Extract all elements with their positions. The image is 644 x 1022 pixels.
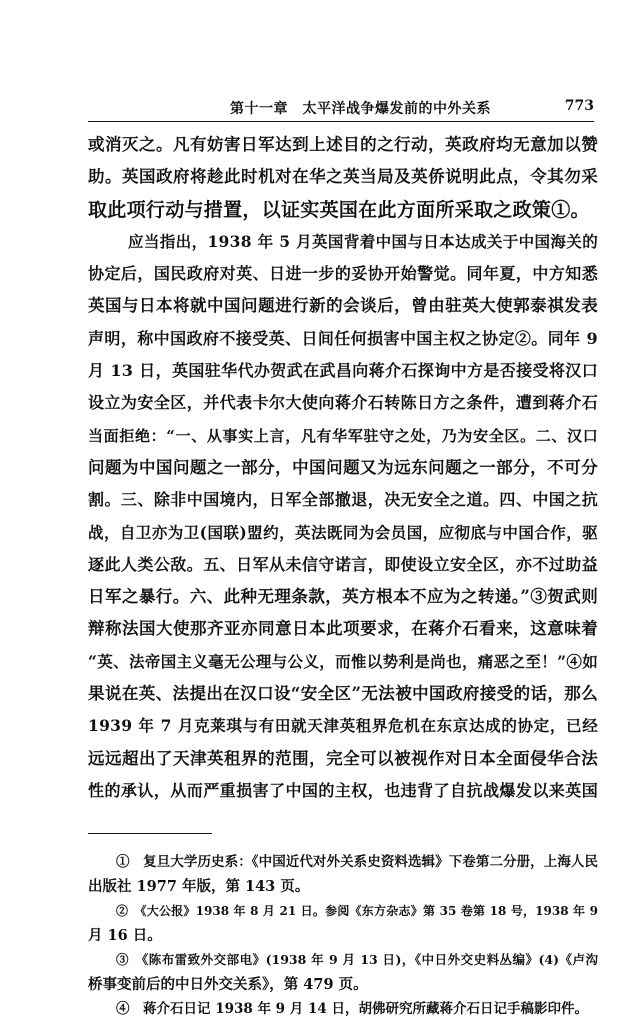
body-line: 逐此人类公敌。五、日军从未信守诺言，即使设立安全区，亦不过助益 <box>88 554 598 574</box>
chapter-title: 第十一章 太平洋战争爆发前的中外关系 <box>230 101 491 117</box>
body-line: 取此项行动与措置，以证实英国在此方面所采取之政策①。 <box>88 198 590 221</box>
body-line: 辩称法国大使那齐亚亦同意日本此项要求，在蒋介石看来，这意味着 <box>88 619 598 639</box>
body-line: 设立为安全区，并代表卡尔大使向蒋介石转陈日方之条件，遭到蒋介石 <box>88 393 598 413</box>
body-line: 问题为中国问题之一部分，中国问题又为远东问题之一部分，不可分 <box>88 457 598 477</box>
footnote-2: ② 《大公报》1938 年 8 月 21 日。参阅《东方杂志》第 35 卷第 18 号，1938 年 9 <box>116 904 598 918</box>
body-line: 英国与日本将就中国问题进行新的会谈后，曾由驻英大使郭泰祺发表 <box>88 296 598 316</box>
body-line: 或消灭之。凡有妨害日军达到上述目的之行动，英政府均无意加以赞 <box>88 135 598 154</box>
body-line: 声明，称中国政府不接受英、日间任何损害中国主权之协定②。同年 9 <box>88 328 598 348</box>
body-line: “英、法帝国主义毫无公理与公义，而惟以势利是尚也，痛恶之至！”④如 <box>88 651 598 671</box>
page-number: 773 <box>564 98 594 114</box>
body-line: 日军之暴行。六、此种无理条款，英方根本不应为之转递。”③贺武则 <box>88 587 598 607</box>
paragraph-start-line: 应当指出，1938 年 5 月英国背着中国与日本达成关于中国海关的 <box>128 231 598 251</box>
body-line: 战，自卫亦为卫(国联)盟约，英法既同为会员国，应彻底与中国合作，驱 <box>88 522 598 542</box>
body-text <box>88 129 598 807</box>
footnote-2-cont: 月 16 日。 <box>88 926 162 944</box>
body-line: 当面拒绝：“一、从事实上言，凡有华军驻守之处，乃为安全区。二、汉口 <box>88 426 598 445</box>
body-line: 性的承认，从而严重损害了中国的主权，也违背了自抗战爆发以来英国 <box>88 780 598 800</box>
footnote-3: ③ 《陈布雷致外交部电》(1938 年 9 月 13 日)，《中日外交史料丛编》(4)《卢沟 <box>116 952 598 967</box>
footnote-3-cont: 桥事变前后的中日外交关系》，第 479 页。 <box>88 975 368 993</box>
body-line: 远远超出了天津英租界的范围，完全可以被视作对日本全面侵华合法 <box>88 748 598 768</box>
running-header <box>88 98 594 120</box>
footnote-4: ④ 蒋介石日记 1938 年 9 月 14 日，胡佛研究所藏蒋介石日记手稿影印件。 <box>116 1001 588 1017</box>
footnotes <box>88 850 598 1022</box>
body-line: 协定后，国民政府对英、日进一步的妥协开始警觉。同年夏，中方知悉 <box>88 264 598 284</box>
body-line: 月 13 日，英国驻华代办贺武在武昌向蒋介石探询中方是否接受将汉口 <box>88 361 598 381</box>
footnote-1: ① 复旦大学历史系：《中国近代对外关系史资料选辑》下卷第二分册，上海人民 <box>116 854 598 870</box>
footnote-separator <box>88 833 212 834</box>
body-line: 助。英国政府将趁此时机对在华之英当局及英侨说明此点，令其勿采 <box>88 167 598 187</box>
header-rule <box>88 121 594 122</box>
footnote-1-cont: 出版社 1977 年版，第 143 页。 <box>88 877 310 895</box>
body-line: 果说在英、法提出在汉口设“安全区”无法被中国政府接受的话，那么 <box>88 684 598 704</box>
body-line: 割。三、除非中国境内，日军全部撤退，决无安全之道。四、中国之抗 <box>88 490 598 510</box>
body-line: 1939 年 7 月克莱琪与有田就天津英租界危机在东京达成的协定，已经 <box>88 716 598 736</box>
